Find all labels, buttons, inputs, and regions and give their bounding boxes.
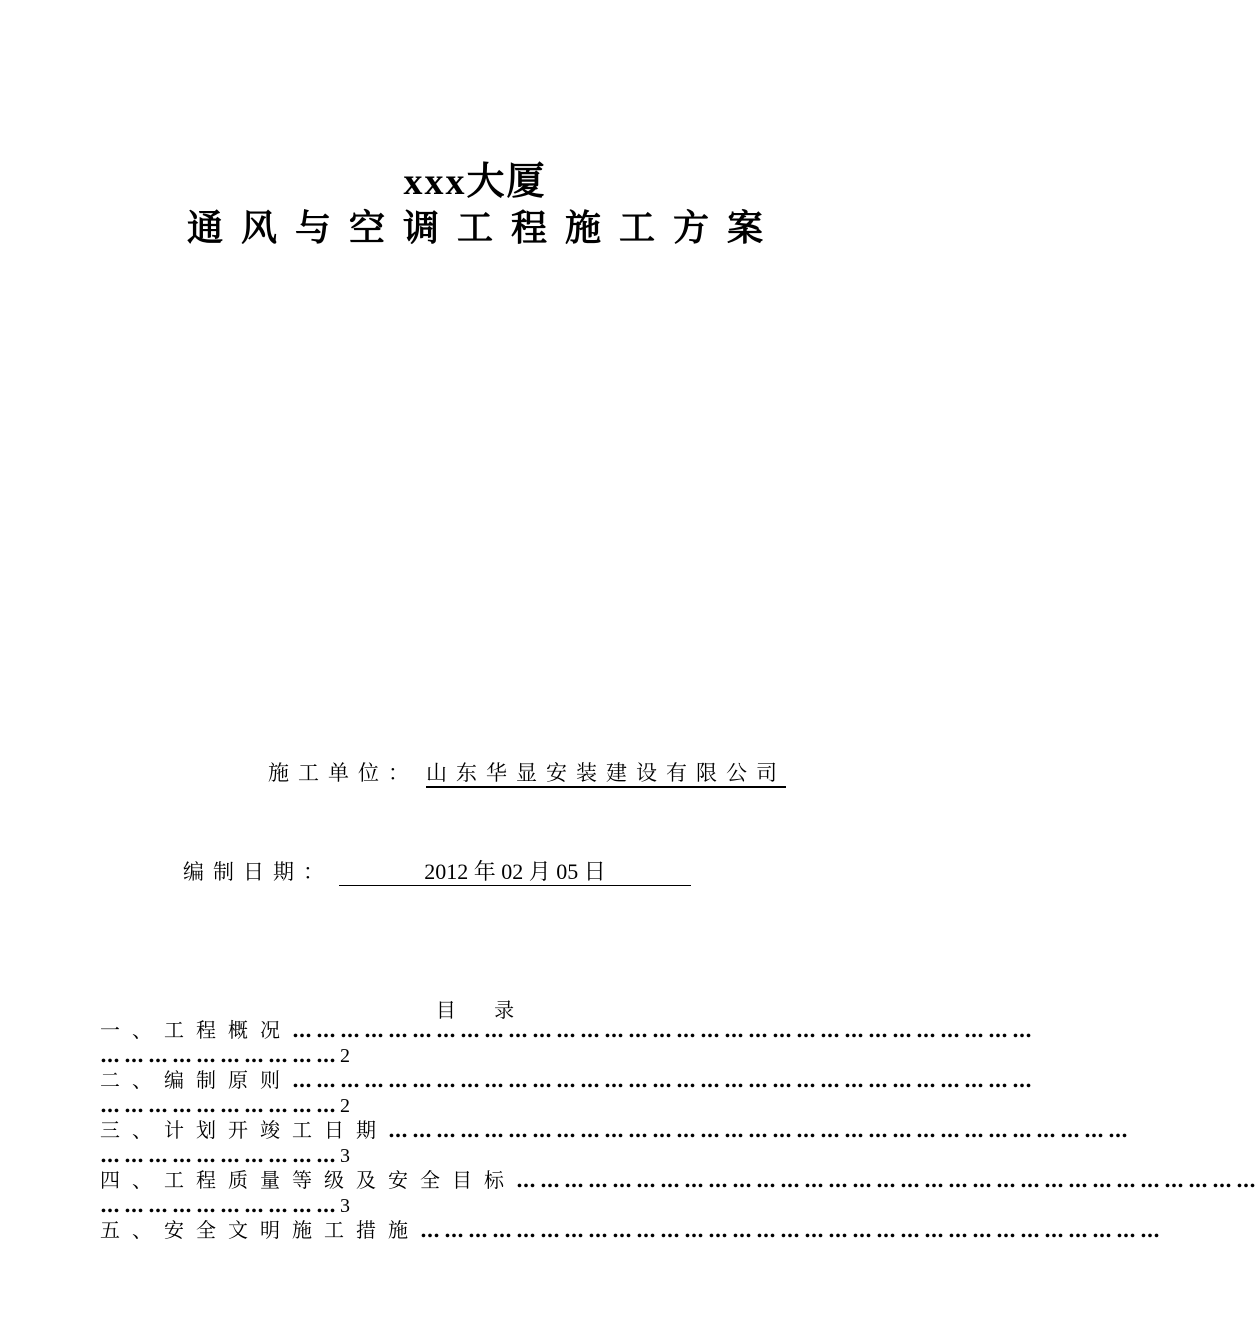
- toc-leader: …………………………………………………………………………………: [516, 1168, 1260, 1192]
- compile-date-value: 2012 年 02 月 05 日: [339, 859, 691, 886]
- toc-item-page: 3: [340, 1195, 350, 1217]
- toc-item[interactable]: [100, 1168, 1260, 1218]
- compile-date-row: [183, 856, 691, 886]
- toc-leader: …………………………: [100, 1093, 340, 1117]
- title-latin: xxx: [403, 161, 467, 203]
- toc-leader: …………………………………………………………………………………: [292, 1018, 1036, 1042]
- toc-item-page: 2: [340, 1095, 350, 1117]
- table-of-contents: [100, 1018, 1260, 1243]
- toc-title: 目 录: [435, 998, 515, 1022]
- toc-item-label: 三、计划开竣工日期: [100, 1118, 388, 1142]
- toc-item[interactable]: [100, 1118, 1132, 1168]
- toc-leader: …………………………………………………………………………………: [388, 1118, 1132, 1142]
- toc-item[interactable]: [100, 1218, 1164, 1243]
- toc-item[interactable]: [100, 1068, 1036, 1118]
- toc-item-label: 四、工程质量等级及安全目标: [100, 1168, 516, 1192]
- construction-unit-label: 施工单位：: [268, 761, 418, 785]
- toc-item-label: 二、编制原则: [100, 1068, 292, 1092]
- document-subtitle: 通风与空调工程施工方案: [186, 207, 781, 249]
- compile-date-label: 编制日期：: [183, 860, 333, 884]
- toc-leader: …………………………: [100, 1193, 340, 1217]
- toc-item-label: 一、工程概况: [100, 1018, 292, 1042]
- toc-item-label: 五、安全文明施工措施: [100, 1218, 420, 1242]
- toc-leader: …………………………………………………………………………………: [292, 1068, 1036, 1092]
- toc-item-page: 2: [340, 1045, 350, 1067]
- title-cn: 大厦: [466, 158, 547, 203]
- toc-leader: …………………………: [100, 1043, 340, 1067]
- construction-unit-row: [268, 757, 786, 787]
- construction-unit-value: 山东华显安装建设有限公司: [426, 761, 786, 785]
- toc-leader: …………………………: [100, 1143, 340, 1167]
- document-title: [0, 150, 950, 205]
- toc-leader: …………………………………………………………………………………: [420, 1218, 1164, 1242]
- toc-item[interactable]: [100, 1018, 1036, 1068]
- toc-item-page: 3: [340, 1145, 350, 1167]
